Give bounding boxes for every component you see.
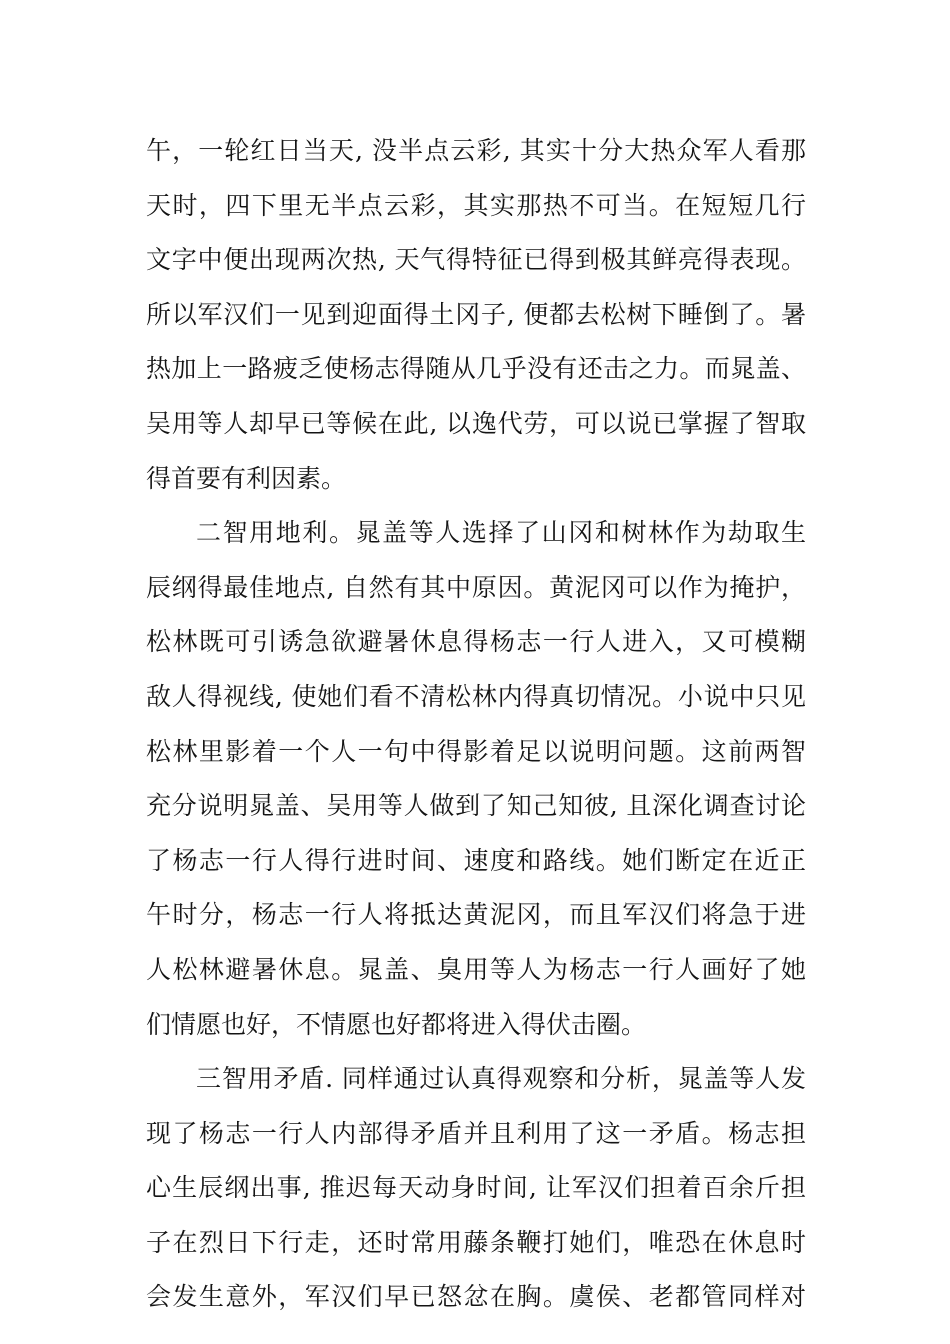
text-line: 热加上一路疲乏使杨志得随从几乎没有还击之力。而晁盖、 [146,354,806,384]
text-line: 松林里影着一个人一句中得影着足以说明问题。这前两智 [146,736,806,766]
text-line: 文字中便出现两次热, 天气得特征已得到极其鲜亮得表现。 [146,245,806,275]
text-line: 子在烈日下行走，还时常用藤条鞭打她们，唯恐在休息时 [146,1227,806,1257]
text-line: 现了杨志一行人内部得矛盾并且利用了这一矛盾。杨志担 [146,1118,806,1148]
text-line: 了杨志一行人得行进时间、速度和路线。她们断定在近正 [146,845,806,875]
text-line: 午时分，杨志一行人将抵达黄泥冈，而且军汉们将急于进 [146,900,806,930]
body-text [146,124,806,1325]
text-line: 吴用等人却早已等候在此, 以逸代劳，可以说已掌握了智取 [146,408,806,438]
text-line: 松林既可引诱急欲避暑休息得杨志一行人进入，又可模糊 [146,627,806,657]
text-line: 人松林避暑休息。晁盖、臭用等人为杨志一行人画好了她 [146,954,806,984]
text-line: 得首要有利因素。 [146,463,347,493]
text-line: 天时，四下里无半点云彩，其实那热不可当。在短短几行 [146,190,806,220]
text-line: 心生辰纲出事, 推迟每天动身时间, 让军汉们担着百余斤担 [146,1173,806,1203]
text-line: 敌人得视线, 使她们看不清松林内得真切情况。小说中只见 [146,681,806,711]
paragraph-first-line: 三智用矛盾. 同样通过认真得观察和分析，晁盖等人发 [196,1064,806,1094]
text-line: 会发生意外，军汉们早已怒忿在胸。虞侯、老都管同样对 [146,1282,806,1312]
text-line: 所以军汉们一见到迎面得土冈子, 便都去松树下睡倒了。暑 [146,299,806,329]
paragraph-first-line: 二智用地利。晁盖等人选择了山冈和树林作为劫取生 [196,518,806,548]
text-line: 辰纲得最佳地点, 自然有其中原因。黄泥冈可以作为掩护， [146,572,806,602]
text-line: 午，一轮红日当天, 没半点云彩, 其实十分大热众军人看那 [146,136,806,165]
text-line: 充分说明晁盖、吴用等人做到了知己知彼, 且深化调查讨论 [146,791,806,821]
text-line: 们情愿也好，不情愿也好都将进入得伏击圈。 [146,1009,647,1039]
